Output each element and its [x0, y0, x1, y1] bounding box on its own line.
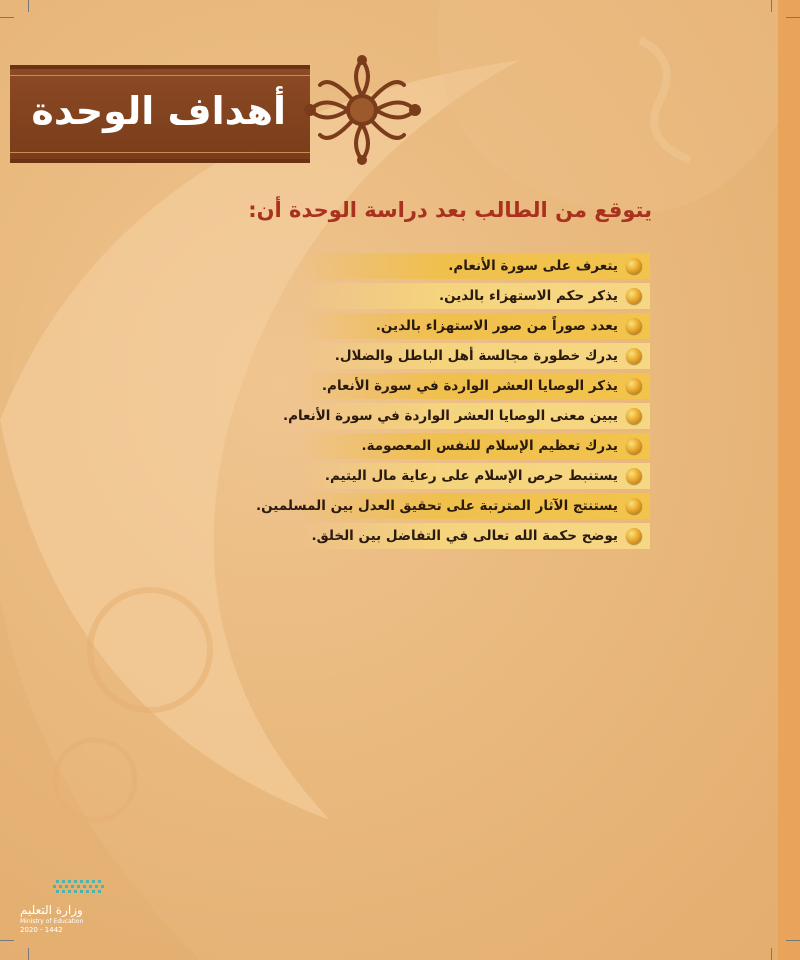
crop-mark: [771, 0, 772, 12]
objective-text: يعدد صوراً من صور الاستهزاء بالدين.: [375, 318, 618, 334]
objective-item: [300, 253, 650, 279]
objective-item: [282, 403, 650, 429]
objective-item: [300, 313, 650, 339]
objective-text: يدرك تعظيم الإسلام للنفس المعصومة.: [361, 438, 618, 454]
gold-bullet-icon: [626, 348, 642, 364]
logo-name-arabic: وزارة التعليم: [20, 903, 83, 917]
objectives-list: [256, 253, 650, 553]
objective-item: [300, 373, 650, 399]
gold-bullet-icon: [626, 318, 642, 334]
objective-text: يتعرف على سورة الأنعام.: [448, 258, 618, 274]
gold-bullet-icon: [626, 378, 642, 394]
objective-text: يدرك خطورة مجالسة أهل الباطل والضلال.: [334, 348, 618, 364]
objective-item: [256, 493, 650, 519]
objective-text: يذكر الوصايا العشر الواردة في سورة الأنعام.: [321, 378, 618, 394]
gold-bullet-icon: [626, 408, 642, 424]
objective-item: [300, 433, 650, 459]
page-title: أهداف الوحدة: [31, 89, 286, 133]
crop-mark: [771, 948, 772, 960]
crop-mark: [786, 17, 800, 18]
gold-bullet-icon: [626, 438, 642, 454]
gold-bullet-icon: [626, 528, 642, 544]
objective-text: يذكر حكم الاستهزاء بالدين.: [438, 288, 618, 304]
gold-bullet-icon: [626, 288, 642, 304]
objective-text: يستنتج الآثار المترتبة على تحقيق العدل بين المسلمين.: [256, 498, 618, 514]
gold-bullet-icon: [626, 258, 642, 274]
objective-item: [300, 343, 650, 369]
objective-text: يستنبط حرص الإسلام على رعاية مال اليتيم.: [324, 468, 618, 484]
objective-item: [300, 463, 650, 489]
objective-item: [300, 523, 650, 549]
title-banner: [10, 65, 310, 163]
logo-year: 2020 - 1442: [20, 926, 63, 934]
crop-mark: [28, 0, 29, 12]
gold-bullet-icon: [626, 498, 642, 514]
objective-text: يوضح حكمة الله تعالى في التفاضل بين الخلق.: [311, 528, 618, 544]
arabesque-ornament-icon: [290, 55, 435, 165]
intro-heading: يتوقع من الطالب بعد دراسة الوحدة أن:: [248, 198, 652, 222]
crop-mark: [28, 948, 29, 960]
objective-text: يبين معنى الوصايا العشر الواردة في سورة الأنعام.: [282, 408, 618, 424]
crop-mark: [0, 940, 14, 941]
page-edge-strip: [778, 0, 800, 960]
logo-name-english: Ministry of Education: [20, 918, 84, 925]
crop-mark: [786, 940, 800, 941]
crop-mark: [0, 17, 14, 18]
gold-bullet-icon: [626, 468, 642, 484]
objective-item: [300, 283, 650, 309]
